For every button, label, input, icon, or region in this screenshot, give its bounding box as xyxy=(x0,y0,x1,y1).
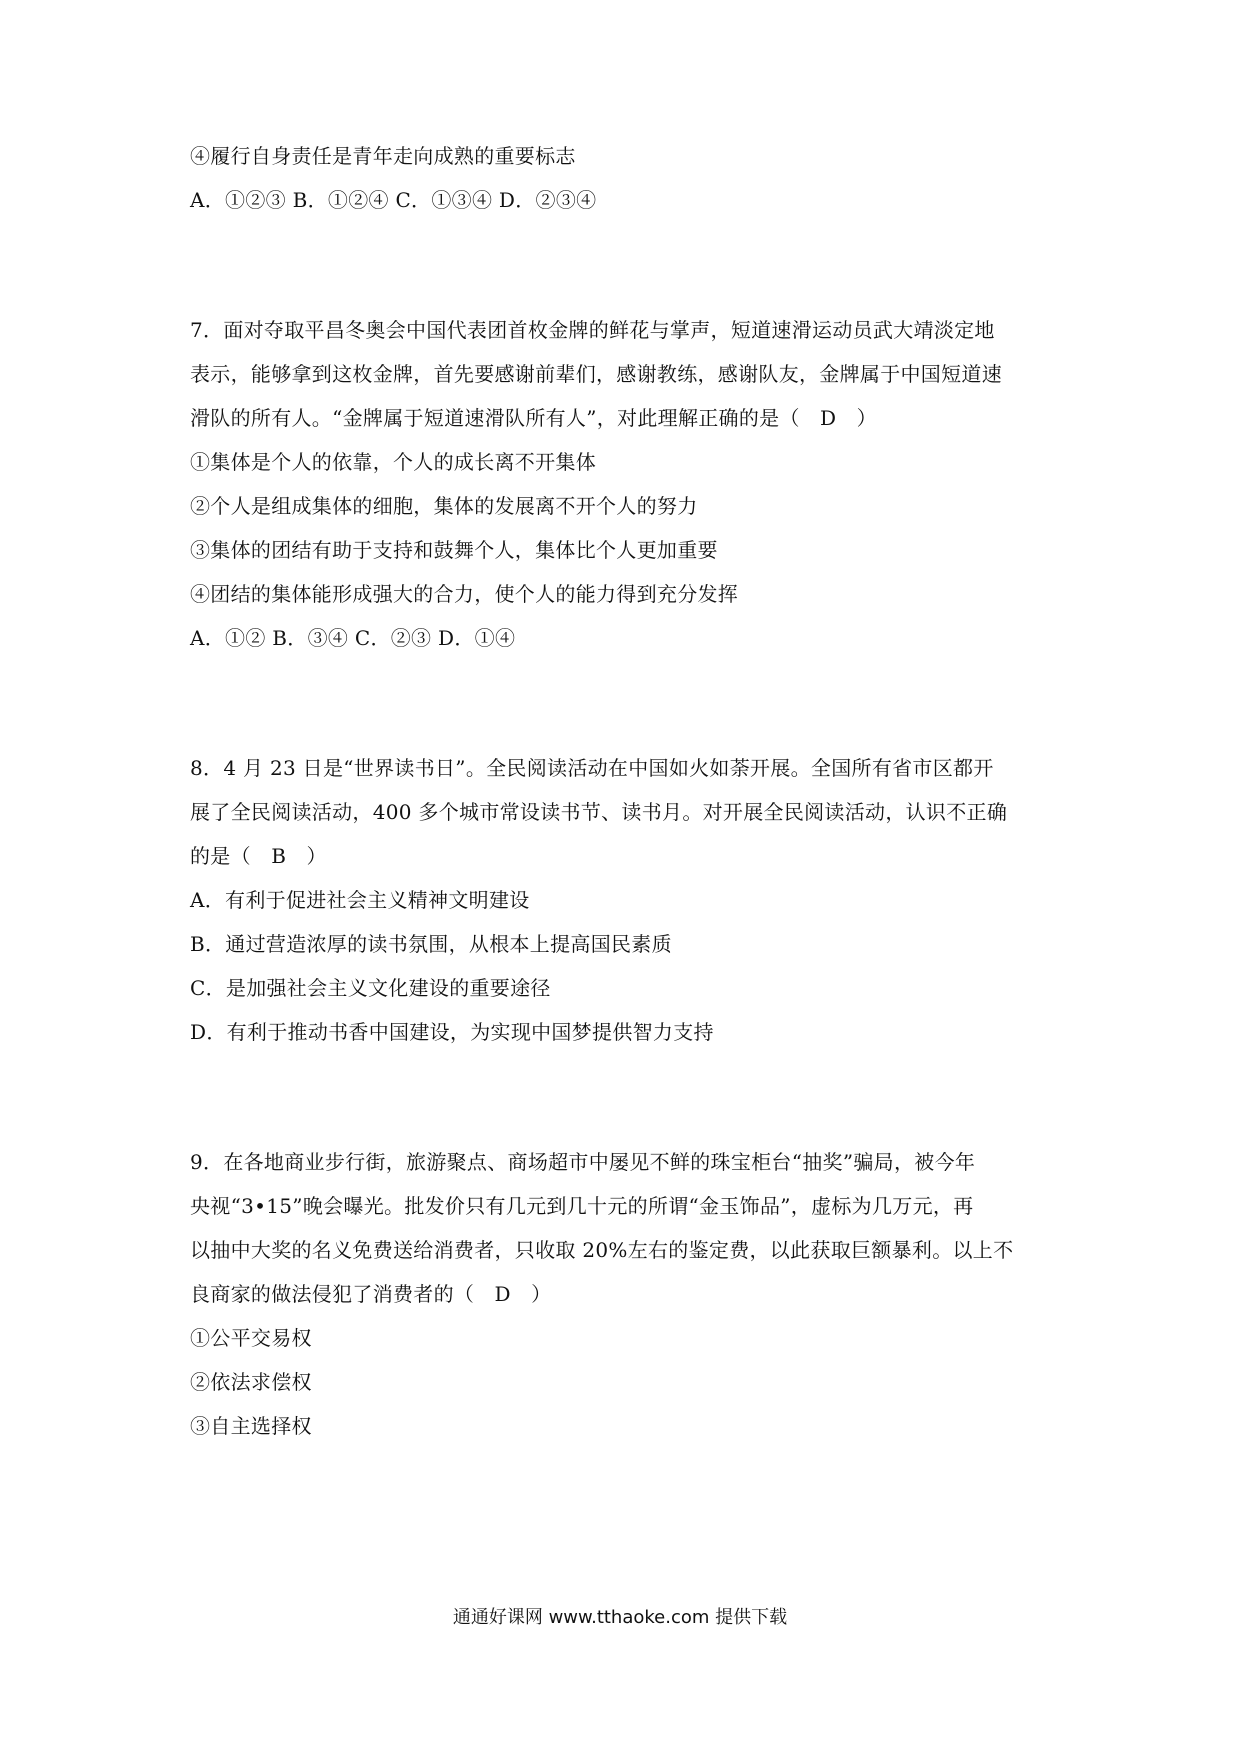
q8-option-a: A．有利于促进社会主义精神文明建设 xyxy=(190,888,530,912)
q8-option-d: D．有利于推动书香中国建设，为实现中国梦提供智力支持 xyxy=(190,1020,714,1044)
q7-stem-line-2: 表示，能够拿到这枚金牌，首先要感谢前辈们，感谢教练，感谢队友，金牌属于中国短道速 xyxy=(190,362,1002,386)
q8-option-b: B．通过营造浓厚的读书氛围，从根本上提高国民素质 xyxy=(190,932,672,956)
q9-stem-line-2: 央视“3•15”晚会曝光。批发价只有几元到几十元的所谓“金玉饰品”，虚标为几万元，再 xyxy=(190,1194,974,1218)
q7-item-2: ②个人是组成集体的细胞，集体的发展离不开个人的努力 xyxy=(190,494,698,518)
q8-stem-line-1: 8．4 月 23 日是“世界读书日”。全民阅读活动在中国如火如荼开展。全国所有省市区都开 xyxy=(190,756,994,780)
q8-option-c: C．是加强社会主义文化建设的重要途径 xyxy=(190,976,551,1000)
q9-item-2: ②依法求偿权 xyxy=(190,1370,312,1394)
q9-item-1: ①公平交易权 xyxy=(190,1326,312,1350)
q9-stem-line-3: 以抽中大奖的名义免费送给消费者，只收取 20%左右的鉴定费，以此获取巨额暴利。以上不 xyxy=(190,1238,1014,1262)
q7-options: A．①② B．③④ C．②③ D．①④ xyxy=(190,626,516,650)
q9-stem-line-1: 9．在各地商业步行街，旅游聚点、商场超市中屡见不鲜的珠宝柜台“抽奖”骗局，被今年 xyxy=(190,1150,976,1174)
prev-question-item-4: ④履行自身责任是青年走向成熟的重要标志 xyxy=(190,144,576,168)
page-footer: 通通好课网 www.tthaoke.com 提供下载 xyxy=(452,1607,788,1628)
q9-item-3: ③自主选择权 xyxy=(190,1414,312,1438)
q8-stem-line-2: 展了全民阅读活动，400 多个城市常设读书节、读书月。对开展全民阅读活动，认识不正确 xyxy=(190,800,1008,824)
q8-stem-line-3: 的是（ B ） xyxy=(190,844,327,868)
q7-item-3: ③集体的团结有助于支持和鼓舞个人，集体比个人更加重要 xyxy=(190,538,718,562)
q9-stem-line-4: 良商家的做法侵犯了消费者的（ D ） xyxy=(190,1282,552,1306)
q7-item-1: ①集体是个人的依靠，个人的成长离不开集体 xyxy=(190,450,596,474)
q7-stem-line-3: 滑队的所有人。“金牌属于短道速滑队所有人”，对此理解正确的是（ D ） xyxy=(190,406,877,430)
prev-question-options: A．①②③ B．①②④ C．①③④ D．②③④ xyxy=(190,188,597,212)
q7-item-4: ④团结的集体能形成强大的合力，使个人的能力得到充分发挥 xyxy=(190,582,739,606)
q7-stem-line-1: 7．面对夺取平昌冬奥会中国代表团首枚金牌的鲜花与掌声，短道速滑运动员武大靖淡定地 xyxy=(190,318,995,342)
